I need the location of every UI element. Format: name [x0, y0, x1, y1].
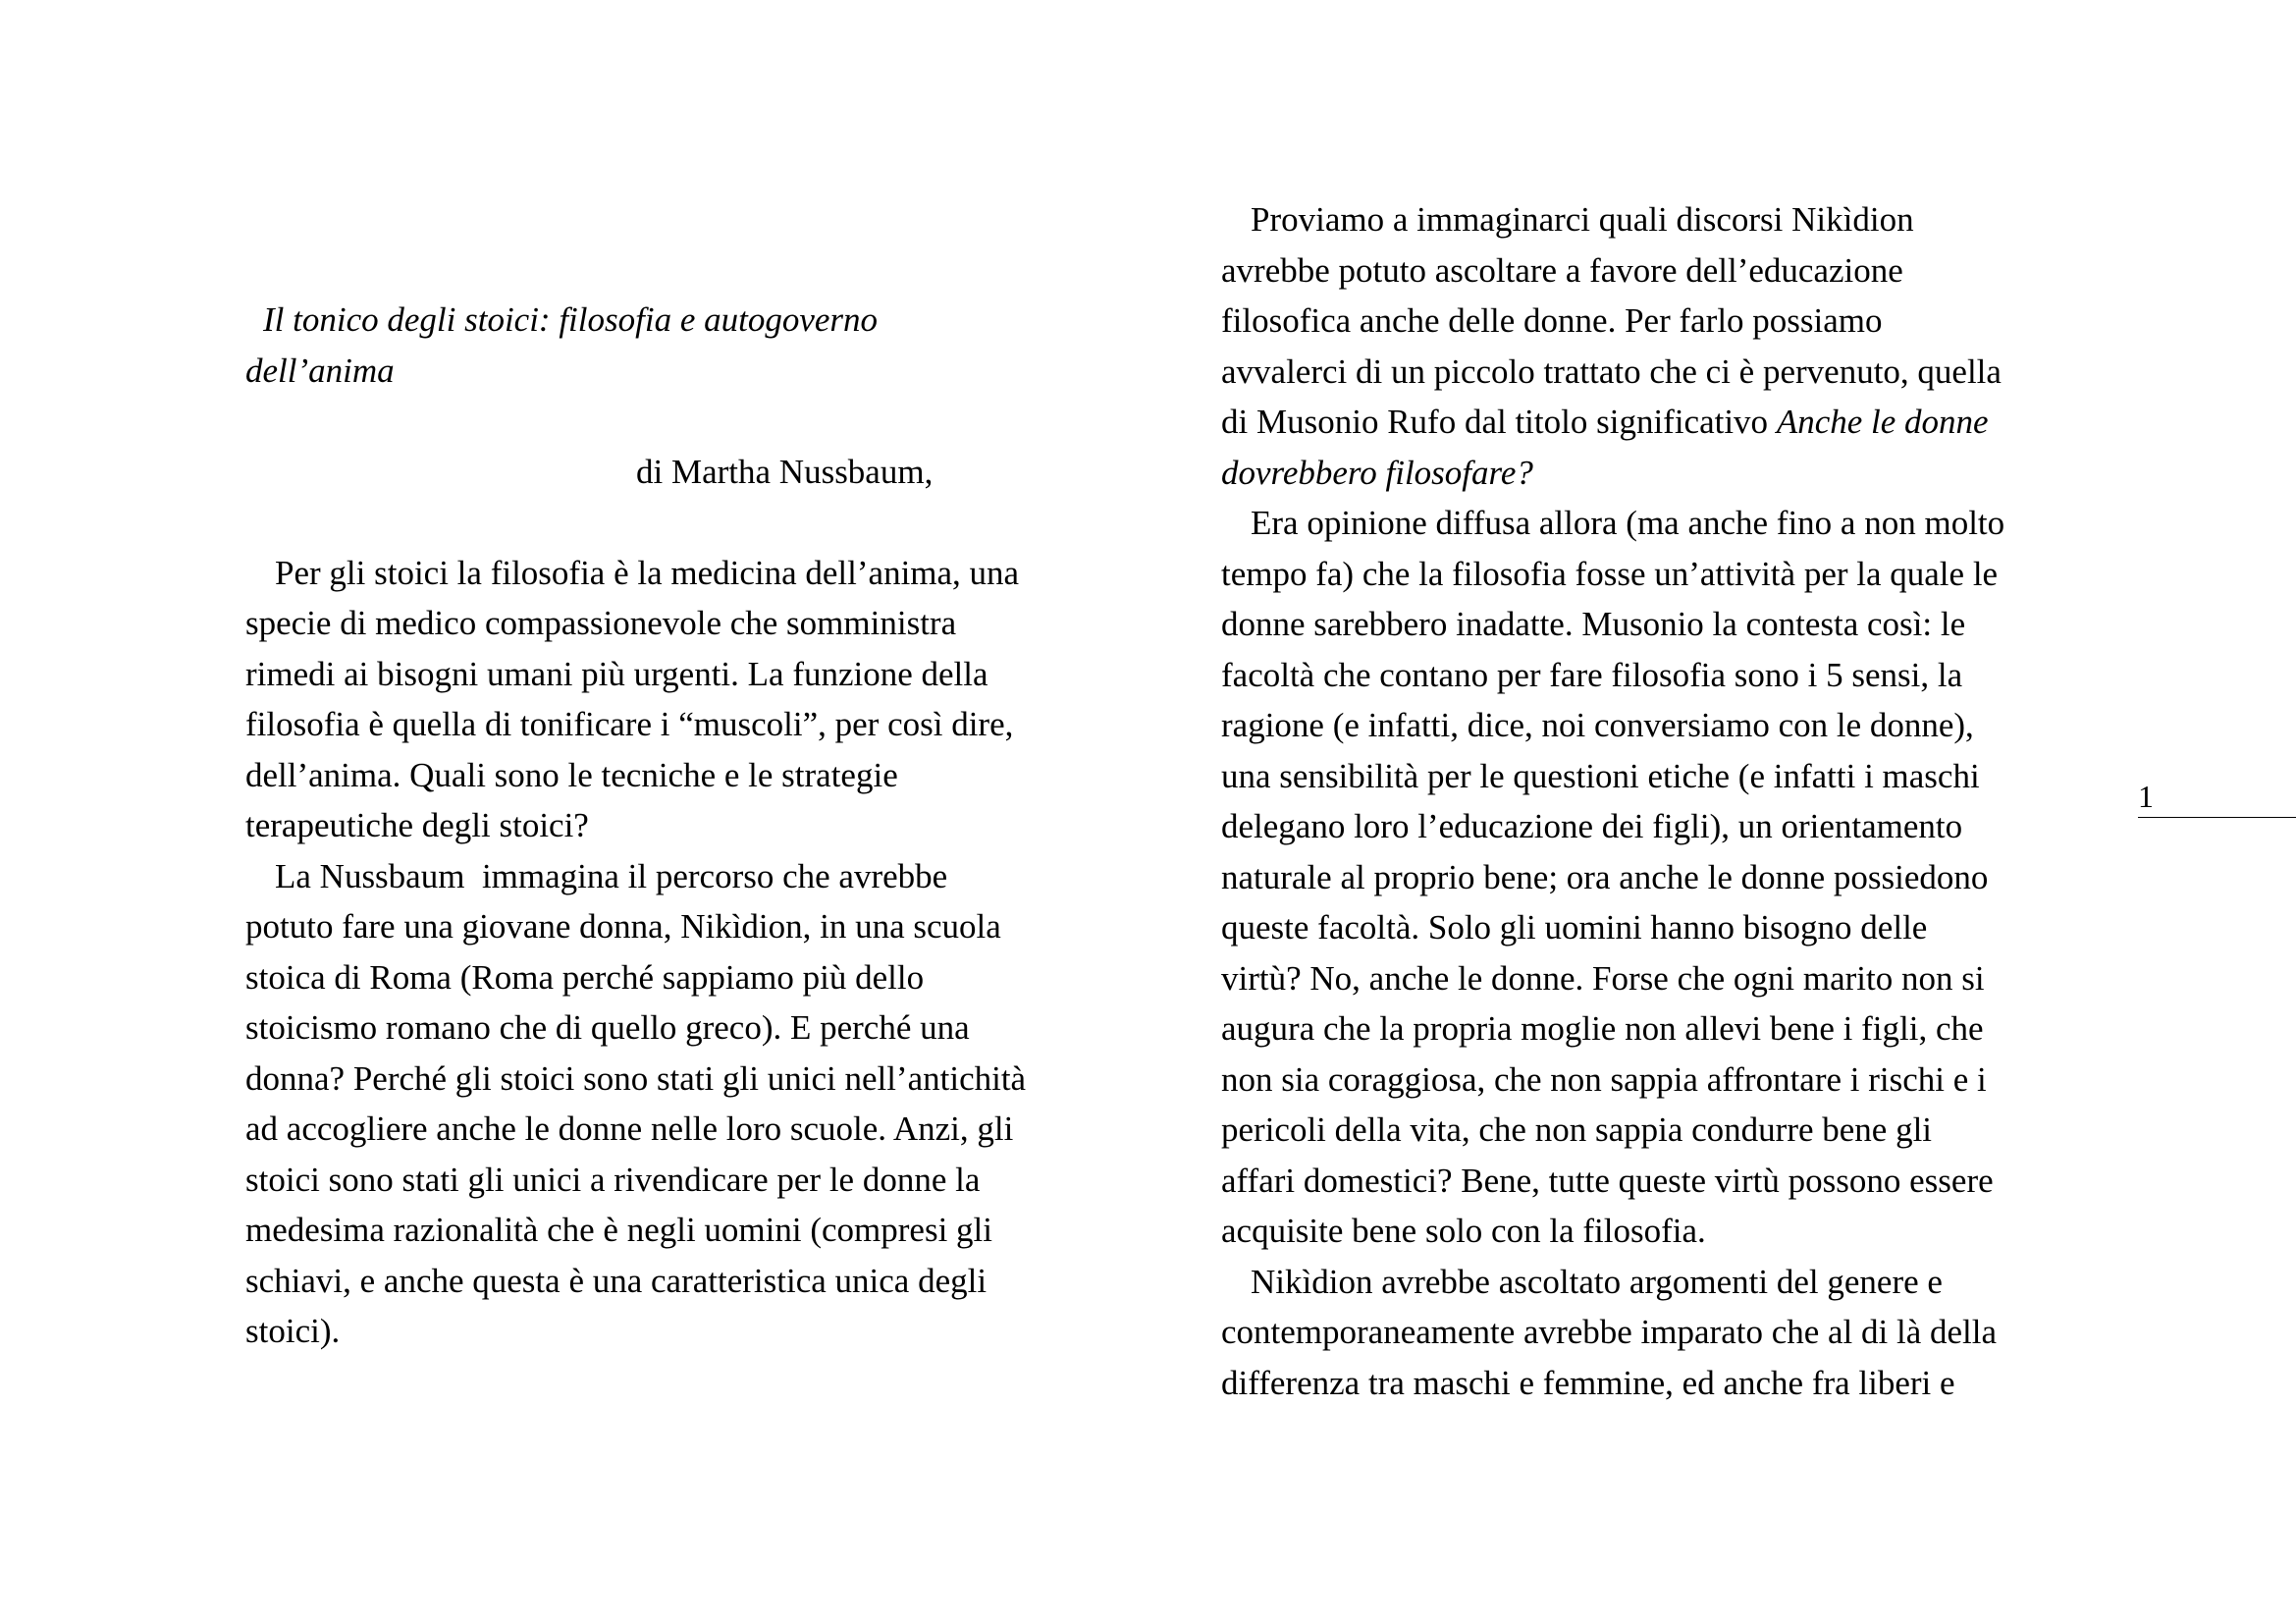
text-line: Era opinione diffusa allora (ma anche fino a non molto	[1251, 504, 2005, 542]
right-paragraph-3	[1221, 1257, 2105, 1409]
text-line: stoica di Roma (Roma perché sappiamo più dello	[245, 957, 925, 997]
text-line: dell’anima. Quali sono le tecniche e le strategie	[245, 755, 898, 794]
right-paragraph-2	[1221, 498, 2105, 1257]
text-line: donne sarebbero inadatte. Musonio la contesta così: le	[1221, 605, 1966, 643]
text-line: stoicismo romano che di quello greco). E perché una	[245, 1008, 970, 1047]
text-line: filosofica anche delle donne. Per farlo possiamo	[1221, 301, 1883, 340]
text-line: donna? Perché gli stoici sono stati gli unici nell’antichità	[245, 1058, 1027, 1098]
left-paragraph-2	[245, 851, 1129, 1357]
blank-line	[245, 497, 1129, 548]
left-column	[245, 295, 1129, 1357]
text-line: ad accogliere anche le donne nelle loro scuole. Anzi, gli	[245, 1109, 1014, 1148]
text-line: filosofia è quella di tonificare i “muscoli”, per così dire,	[245, 705, 1014, 743]
document-title-line-1: Il tonico degli stoici: filosofia e autogoverno	[263, 300, 879, 339]
text-line: potuto fare una giovane donna, Nikìdion, in una scuola	[245, 907, 1001, 946]
text-line: medesima razionalità che è negli uomini (compresi gli	[245, 1211, 992, 1249]
text-line: differenza tra maschi e femmine, ed anche fra liberi e	[1221, 1363, 1955, 1402]
page-number-rule	[2138, 817, 2296, 818]
page-number: 1	[2138, 779, 2154, 814]
text-line: una sensibilità per le questioni etiche (e infatti i maschi	[1221, 756, 1980, 795]
text-line: stoici).	[245, 1312, 341, 1350]
text-line: terapeutiche degli stoici?	[245, 806, 589, 844]
right-column	[1221, 194, 2105, 1408]
text-line: acquisite bene solo con la filosofia.	[1221, 1212, 1706, 1250]
text-line: delegano loro l’educazione dei figli), un orientamento	[1221, 807, 1963, 845]
text-line: naturale al proprio bene; ora anche le donne possiedono	[1221, 857, 1989, 896]
blank-line	[245, 396, 1129, 447]
right-paragraph-1	[1221, 194, 2105, 498]
book-title-italic: Anche le donne	[1776, 403, 1989, 441]
text-line: pericoli della vita, che non sappia condurre bene gli	[1221, 1110, 1933, 1149]
text-line	[1221, 397, 2105, 448]
text-line: stoici sono stati gli unici a rivendicare per le donne la	[245, 1160, 981, 1199]
text-fragment: di Musonio Rufo dal titolo significativo	[1221, 403, 1777, 441]
text-line: La Nussbaum immagina il percorso che avrebbe	[275, 856, 948, 895]
text-line: Per gli stoici la filosofia è la medicina dell’anima, una	[275, 553, 1020, 592]
text-line: contemporaneamente avrebbe imparato che al di là della	[1221, 1313, 1998, 1351]
text-line: Proviamo a immaginarci quali discorsi Nikìdion	[1251, 200, 1914, 239]
document-title-line-2: dell’anima	[245, 351, 395, 390]
text-line: virtù? No, anche le donne. Forse che ogni marito non si	[1221, 958, 1985, 998]
text-line: Nikìdion avrebbe ascoltato argomenti del genere e	[1251, 1262, 1943, 1301]
left-paragraph-1	[245, 548, 1129, 851]
text-line: queste facoltà. Solo gli uomini hanno bisogno delle	[1221, 908, 1928, 947]
text-line: facoltà che contano per fare filosofia sono i 5 sensi, la	[1221, 655, 1963, 694]
text-line: affari domestici? Bene, tutte queste virtù possono essere	[1221, 1161, 1994, 1200]
text-line: augura che la propria moglie non allevi bene i figli, che	[1221, 1009, 1984, 1048]
text-line: specie di medico compassionevole che somministra	[245, 604, 957, 642]
text-line: non sia coraggiosa, che non sappia affrontare i rischi e i	[1221, 1059, 1987, 1099]
text-line: ragione (e infatti, dice, noi conversiamo con le donne),	[1221, 706, 1974, 744]
text-line: tempo fa) che la filosofia fosse un’attività per la quale le	[1221, 554, 1999, 593]
text-line: rimedi ai bisogni umani più urgenti. La funzione della	[245, 654, 988, 693]
book-title-italic: dovrebbero filosofare?	[1221, 453, 1533, 492]
text-line: schiavi, e anche questa è una caratteristica unica degli	[245, 1261, 988, 1300]
text-line: avrebbe potuto ascoltare a favore dell’educazione	[1221, 250, 1903, 290]
text-line: avvalerci di un piccolo trattato che ci è pervenuto, quella	[1221, 352, 2002, 391]
author-byline: di Martha Nussbaum,	[636, 452, 934, 491]
